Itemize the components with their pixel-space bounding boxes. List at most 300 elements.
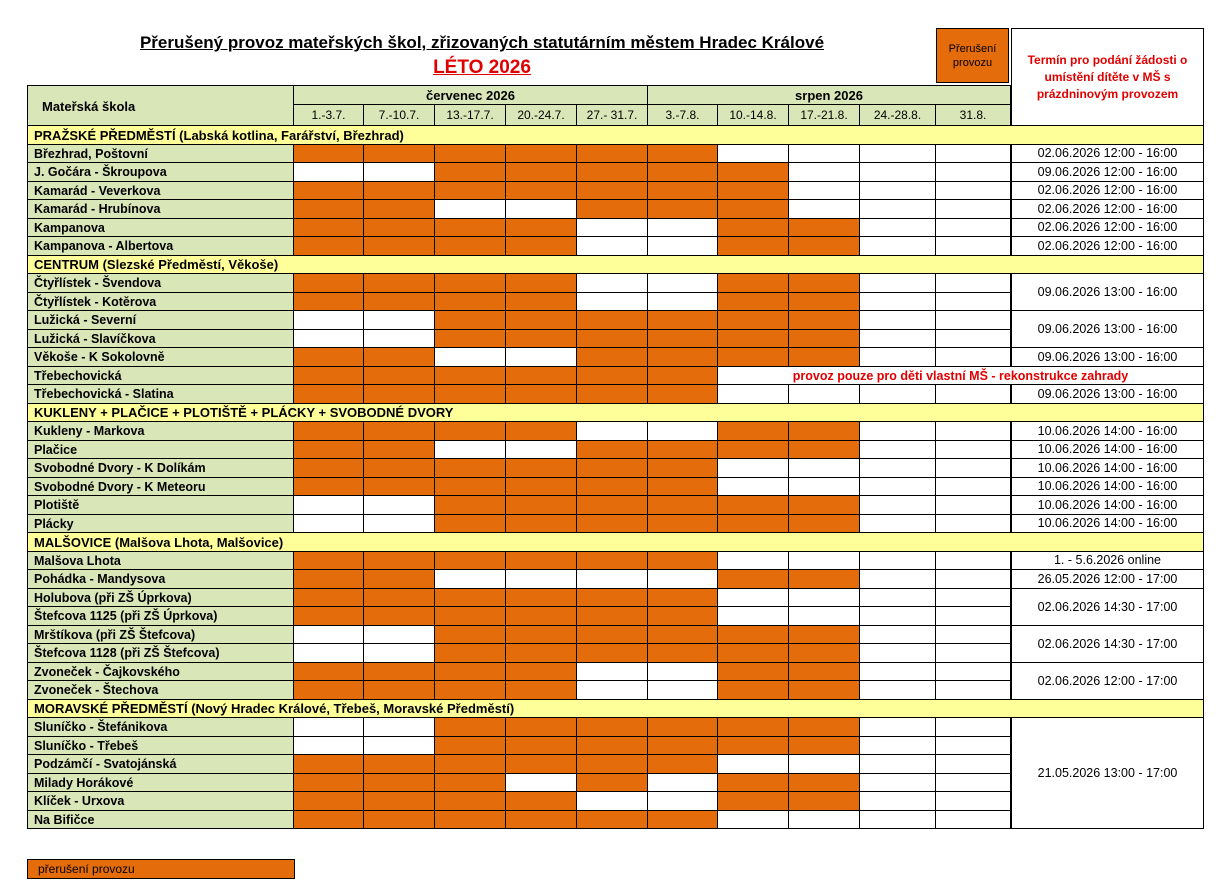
week-closed [718, 422, 789, 441]
week-open [294, 626, 364, 644]
week-open [648, 774, 718, 792]
section-header: CENTRUM (Slezské Předměstí, Věkoše) [27, 256, 1204, 274]
week-closed [577, 348, 648, 367]
week-closed [718, 626, 789, 644]
week-closed [435, 237, 506, 256]
week-open [936, 552, 1011, 570]
term-column-header: Termín pro podání žádosti o umístění dítěte v MŠ s prázdninovým provozem [1011, 28, 1204, 126]
week-closed [294, 589, 364, 607]
school-name: Kamarád - Hrubínova [27, 200, 294, 219]
week-closed [506, 274, 577, 293]
week-closed [718, 330, 789, 348]
week-closed [435, 607, 506, 626]
application-term: 10.06.2026 14:00 - 16:00 [1011, 496, 1204, 515]
school-name: Klíček - Urxova [27, 792, 294, 811]
school-name: Štefcova 1125 (při ZŠ Úprkova) [27, 607, 294, 626]
week-open [860, 589, 936, 607]
application-term: 10.06.2026 14:00 - 16:00 [1011, 422, 1204, 441]
week-closed [789, 441, 860, 459]
week-closed [718, 644, 789, 663]
application-term: 09.06.2026 12:00 - 16:00 [1011, 163, 1204, 182]
week-closed [577, 330, 648, 348]
week-closed [577, 441, 648, 459]
week-closed [648, 718, 718, 737]
week-open [860, 163, 936, 182]
school-name: Holubova (při ZŠ Úprkova) [27, 589, 294, 607]
month-header: srpen 2026 [648, 85, 1011, 105]
week-closed [435, 182, 506, 200]
week-closed [435, 663, 506, 681]
week-open [936, 237, 1011, 256]
week-closed [435, 626, 506, 644]
week-open [936, 774, 1011, 792]
week-open [936, 496, 1011, 515]
week-open [294, 737, 364, 755]
week-closed [648, 385, 718, 404]
week-open [789, 478, 860, 496]
week-open [718, 459, 789, 478]
week-open [936, 163, 1011, 182]
week-closed [506, 811, 577, 829]
week-open [364, 718, 435, 737]
school-name: Na Bifičce [27, 811, 294, 829]
week-closed [435, 755, 506, 774]
week-closed [648, 515, 718, 533]
week-header: 27.- 31.7. [577, 105, 648, 126]
page-subtitle: LÉTO 2026 [433, 57, 531, 78]
week-closed [577, 626, 648, 644]
week-closed [648, 145, 718, 163]
week-closed [435, 163, 506, 182]
week-closed [506, 330, 577, 348]
week-open [936, 626, 1011, 644]
week-closed [435, 274, 506, 293]
week-open [789, 755, 860, 774]
week-open [718, 385, 789, 404]
school-name: Kampanova - Albertova [27, 237, 294, 256]
week-closed [648, 626, 718, 644]
school-name: Třebechovická - Slatina [27, 385, 294, 404]
application-term: 09.06.2026 13:00 - 16:00 [1011, 311, 1204, 348]
week-closed [506, 496, 577, 515]
week-closed [718, 496, 789, 515]
week-closed [506, 182, 577, 200]
week-closed [577, 478, 648, 496]
week-open [860, 644, 936, 663]
week-closed [718, 293, 789, 311]
week-closed [789, 792, 860, 811]
week-open [294, 330, 364, 348]
week-open [936, 385, 1011, 404]
week-closed [294, 792, 364, 811]
school-name: Zvoneček - Štechova [27, 681, 294, 700]
week-open [506, 441, 577, 459]
week-open [294, 311, 364, 330]
week-open [860, 274, 936, 293]
week-open [936, 219, 1011, 237]
week-closed [718, 515, 789, 533]
school-name: Lužická - Slavíčkova [27, 330, 294, 348]
week-closed [294, 293, 364, 311]
week-open [936, 182, 1011, 200]
week-open [506, 348, 577, 367]
week-closed [435, 552, 506, 570]
week-closed [648, 163, 718, 182]
week-closed [506, 644, 577, 663]
week-closed [364, 570, 435, 589]
week-closed [364, 219, 435, 237]
week-open [936, 293, 1011, 311]
week-closed [577, 644, 648, 663]
week-closed [435, 219, 506, 237]
week-open [936, 422, 1011, 441]
week-open [789, 811, 860, 829]
week-closed [294, 385, 364, 404]
header-legend-box: Přerušení provozu [936, 28, 1009, 83]
week-closed [364, 478, 435, 496]
week-closed [364, 663, 435, 681]
week-closed [789, 237, 860, 256]
week-closed [648, 200, 718, 219]
school-name: Plačice [27, 441, 294, 459]
week-closed [364, 293, 435, 311]
legend-closed-swatch: přerušení provozu [27, 859, 295, 879]
week-closed [789, 681, 860, 700]
school-name: Lužická - Severní [27, 311, 294, 330]
week-open [860, 607, 936, 626]
month-header: červenec 2026 [294, 85, 648, 105]
week-closed [294, 219, 364, 237]
week-closed [294, 441, 364, 459]
application-term: 02.06.2026 12:00 - 16:00 [1011, 182, 1204, 200]
application-term: 02.06.2026 12:00 - 16:00 [1011, 145, 1204, 163]
section-header: KUKLENY + PLAČICE + PLOTIŠTĚ + PLÁCKY + SVOBODNÉ DVORY [27, 404, 1204, 422]
week-closed [364, 200, 435, 219]
application-term: 02.06.2026 12:00 - 16:00 [1011, 219, 1204, 237]
school-name: Věkoše - K Sokolovně [27, 348, 294, 367]
week-open [860, 626, 936, 644]
week-open [936, 663, 1011, 681]
week-closed [718, 681, 789, 700]
week-closed [364, 607, 435, 626]
week-closed [718, 219, 789, 237]
week-open [435, 348, 506, 367]
application-term: 02.06.2026 12:00 - 17:00 [1011, 663, 1204, 700]
week-closed [648, 644, 718, 663]
week-open [435, 441, 506, 459]
week-closed [435, 367, 506, 385]
week-open [364, 496, 435, 515]
week-closed [294, 182, 364, 200]
week-closed [435, 774, 506, 792]
week-header: 24.-28.8. [860, 105, 936, 126]
week-closed [577, 200, 648, 219]
week-open [936, 274, 1011, 293]
week-closed [506, 459, 577, 478]
week-header: 7.-10.7. [364, 105, 435, 126]
week-open [294, 718, 364, 737]
week-open [718, 552, 789, 570]
week-closed [435, 293, 506, 311]
school-name: Svobodné Dvory - K Dolíkám [27, 459, 294, 478]
week-closed [648, 441, 718, 459]
week-open [577, 663, 648, 681]
week-closed [577, 385, 648, 404]
week-closed [294, 274, 364, 293]
week-closed [294, 200, 364, 219]
week-closed [364, 182, 435, 200]
week-open [860, 496, 936, 515]
week-closed [789, 219, 860, 237]
school-name: Štefcova 1128 (při ZŠ Štefcova) [27, 644, 294, 663]
week-closed [506, 293, 577, 311]
week-closed [364, 367, 435, 385]
week-closed [577, 367, 648, 385]
week-closed [435, 644, 506, 663]
week-open [718, 589, 789, 607]
week-closed [506, 311, 577, 330]
week-closed [294, 774, 364, 792]
week-open [860, 145, 936, 163]
week-closed [577, 496, 648, 515]
application-term: 02.06.2026 14:30 - 17:00 [1011, 589, 1204, 626]
week-closed [718, 570, 789, 589]
week-open [789, 607, 860, 626]
application-term: 02.06.2026 14:30 - 17:00 [1011, 626, 1204, 663]
week-open [860, 718, 936, 737]
week-open [936, 441, 1011, 459]
week-open [577, 792, 648, 811]
week-closed [648, 755, 718, 774]
week-open [789, 182, 860, 200]
week-open [789, 385, 860, 404]
week-closed [294, 459, 364, 478]
week-closed [577, 589, 648, 607]
week-open [936, 459, 1011, 478]
week-open [860, 348, 936, 367]
week-open [718, 607, 789, 626]
week-open [577, 219, 648, 237]
week-closed [364, 441, 435, 459]
week-closed [506, 792, 577, 811]
week-open [648, 219, 718, 237]
week-open [577, 681, 648, 700]
week-closed [435, 718, 506, 737]
week-closed [577, 755, 648, 774]
week-open [860, 774, 936, 792]
week-closed [435, 515, 506, 533]
week-header: 31.8. [936, 105, 1011, 126]
week-closed [435, 459, 506, 478]
section-header: MORAVSKÉ PŘEDMĚSTÍ (Nový Hradec Králové, Třebeš, Moravské Předměstí) [27, 700, 1204, 718]
week-open [364, 163, 435, 182]
week-closed [789, 570, 860, 589]
week-closed [789, 330, 860, 348]
week-closed [506, 219, 577, 237]
week-open [577, 422, 648, 441]
school-name: Kamarád - Veverkova [27, 182, 294, 200]
week-closed [789, 644, 860, 663]
week-closed [435, 422, 506, 441]
week-closed [435, 589, 506, 607]
week-open [718, 478, 789, 496]
week-closed [506, 718, 577, 737]
week-closed [435, 478, 506, 496]
school-column-header: Mateřská škola [27, 85, 294, 126]
week-closed [506, 237, 577, 256]
week-open [364, 515, 435, 533]
application-term: 26.05.2026 12:00 - 17:00 [1011, 570, 1204, 589]
week-closed [718, 774, 789, 792]
week-closed [648, 552, 718, 570]
week-open [860, 237, 936, 256]
week-closed [435, 737, 506, 755]
week-closed [789, 515, 860, 533]
school-name: Zvoneček - Čajkovského [27, 663, 294, 681]
week-closed [648, 478, 718, 496]
week-open [860, 200, 936, 219]
week-open [936, 145, 1011, 163]
week-closed [718, 200, 789, 219]
week-closed [506, 385, 577, 404]
week-open [936, 570, 1011, 589]
week-open [648, 422, 718, 441]
week-open [936, 737, 1011, 755]
week-closed [506, 515, 577, 533]
school-name: Malšova Lhota [27, 552, 294, 570]
week-open [718, 145, 789, 163]
application-term: 1. - 5.6.2026 online [1011, 552, 1204, 570]
week-open [789, 200, 860, 219]
week-closed [577, 163, 648, 182]
school-name: Čtyřlístek - Kotěrova [27, 293, 294, 311]
school-name: Milady Horákové [27, 774, 294, 792]
week-open [860, 663, 936, 681]
week-closed [364, 811, 435, 829]
week-header: 13.-17.7. [435, 105, 506, 126]
week-open [789, 589, 860, 607]
week-closed [789, 737, 860, 755]
school-name: Pohádka - Mandysova [27, 570, 294, 589]
week-closed [718, 718, 789, 737]
week-closed [718, 663, 789, 681]
week-closed [506, 478, 577, 496]
week-open [577, 274, 648, 293]
week-closed [506, 681, 577, 700]
week-closed [648, 348, 718, 367]
week-closed [294, 811, 364, 829]
week-closed [435, 496, 506, 515]
week-open [364, 644, 435, 663]
week-closed [577, 718, 648, 737]
week-closed [648, 459, 718, 478]
week-closed [577, 145, 648, 163]
week-closed [364, 681, 435, 700]
week-closed [789, 293, 860, 311]
week-open [936, 681, 1011, 700]
application-term: 10.06.2026 14:00 - 16:00 [1011, 459, 1204, 478]
school-name: Plotiště [27, 496, 294, 515]
application-term: 02.06.2026 12:00 - 16:00 [1011, 237, 1204, 256]
week-open [936, 589, 1011, 607]
week-open [718, 755, 789, 774]
week-closed [435, 792, 506, 811]
week-open [789, 459, 860, 478]
week-closed [364, 348, 435, 367]
week-header: 10.-14.8. [718, 105, 789, 126]
week-open [936, 607, 1011, 626]
week-open [648, 681, 718, 700]
week-open [936, 515, 1011, 533]
school-name: Sluníčko - Štefánikova [27, 718, 294, 737]
week-closed [294, 552, 364, 570]
week-closed [648, 607, 718, 626]
operation-notice: provoz pouze pro děti vlastní MŠ - rekonstrukce zahrady [718, 367, 1204, 385]
week-closed [718, 237, 789, 256]
week-closed [506, 607, 577, 626]
week-open [860, 385, 936, 404]
week-closed [364, 792, 435, 811]
week-closed [294, 145, 364, 163]
week-header: 17.-21.8. [789, 105, 860, 126]
school-name: Březhrad, Poštovní [27, 145, 294, 163]
week-closed [294, 755, 364, 774]
week-open [860, 737, 936, 755]
week-open [936, 811, 1011, 829]
week-open [860, 681, 936, 700]
week-header: 20.-24.7. [506, 105, 577, 126]
week-open [435, 570, 506, 589]
week-closed [364, 145, 435, 163]
week-closed [294, 237, 364, 256]
week-closed [718, 274, 789, 293]
week-closed [648, 182, 718, 200]
week-open [860, 755, 936, 774]
week-open [364, 311, 435, 330]
week-open [294, 515, 364, 533]
week-closed [364, 774, 435, 792]
week-closed [789, 718, 860, 737]
week-open [860, 478, 936, 496]
week-open [860, 422, 936, 441]
application-term: 02.06.2026 12:00 - 16:00 [1011, 200, 1204, 219]
week-closed [577, 811, 648, 829]
school-name: Mrštíkova (při ZŠ Štefcova) [27, 626, 294, 644]
school-name: Podzámčí - Svatojánská [27, 755, 294, 774]
week-closed [577, 515, 648, 533]
week-closed [435, 681, 506, 700]
week-closed [789, 496, 860, 515]
week-open [860, 570, 936, 589]
application-term: 09.06.2026 13:00 - 16:00 [1011, 274, 1204, 311]
week-open [718, 811, 789, 829]
application-term: 21.05.2026 13:00 - 17:00 [1011, 718, 1204, 829]
week-closed [364, 552, 435, 570]
week-closed [506, 626, 577, 644]
week-closed [294, 681, 364, 700]
week-closed [435, 145, 506, 163]
week-closed [577, 311, 648, 330]
week-open [860, 311, 936, 330]
week-closed [718, 348, 789, 367]
week-open [648, 237, 718, 256]
week-closed [294, 570, 364, 589]
week-open [860, 552, 936, 570]
week-open [294, 644, 364, 663]
week-closed [648, 496, 718, 515]
week-open [789, 145, 860, 163]
week-closed [789, 274, 860, 293]
